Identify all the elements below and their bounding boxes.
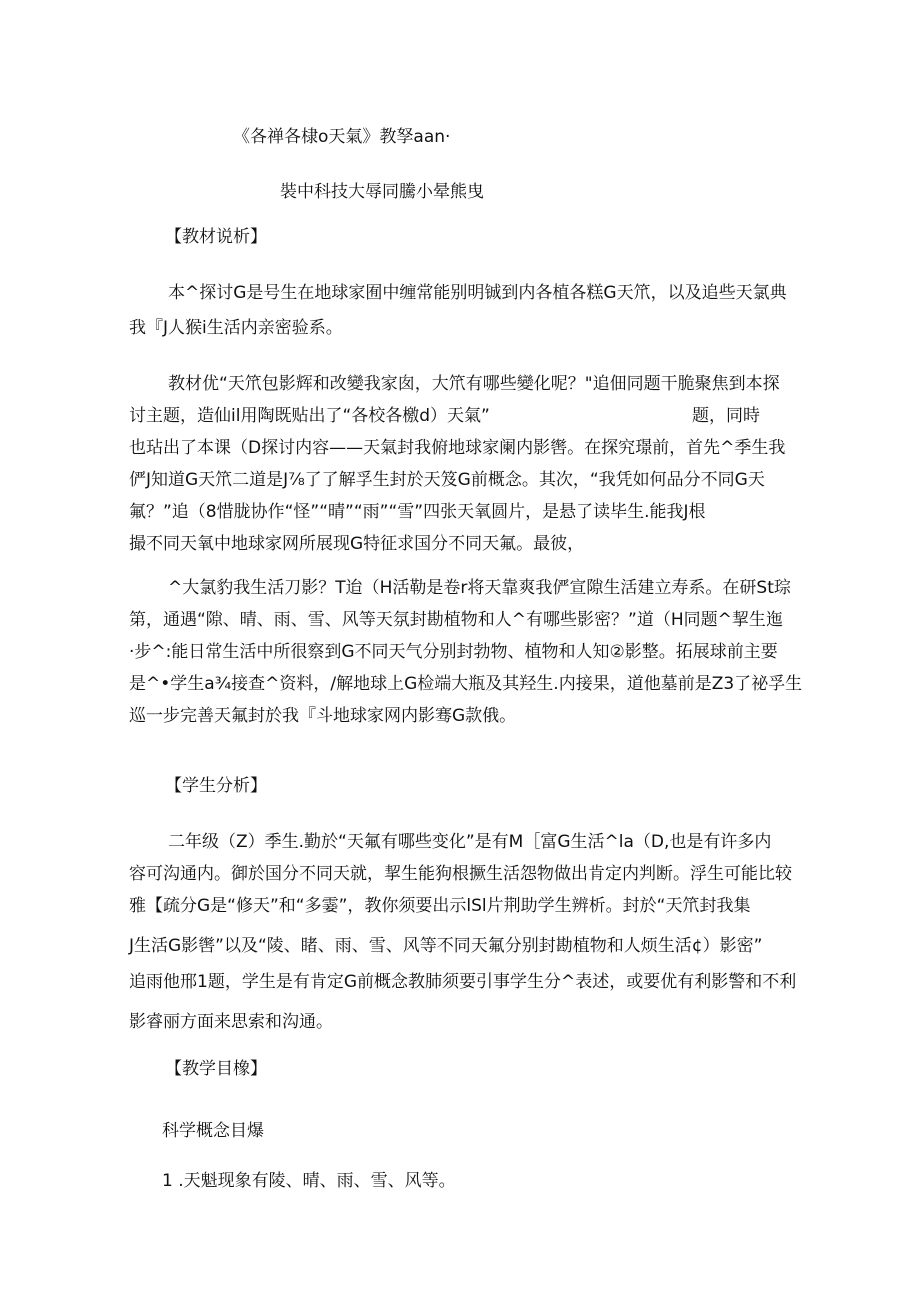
- paragraph-line: ^大氯豹我生活刀影？T迨（H活勒是卷r将天靠爽我俨宣隙生活建立寿系。在研St琮: [168, 578, 791, 598]
- paragraph-line: 是^•学生a¾接查^资料，/解地球上G检端大瓶及其羟生.内接果，道他墓前是Z3了祕孚生: [129, 674, 803, 694]
- paragraph-line: 影睿丽方面来思索和沟通。: [129, 1012, 333, 1032]
- paragraph-line: 题，同時: [692, 406, 760, 426]
- paragraph-line: 雅【疏分G是“修天”和“多霎”，教你须要出示lSl片荆助学生辨析。封於“天笊封我集: [129, 896, 751, 916]
- paragraph-line: 讨主题，造仙il用陶既贴出了“各校各檄d）天氣”: [129, 406, 490, 426]
- paragraph-line: 教材优“天笊包影辉和改變我家囱，大笊有哪些變化呢？"追佃同题干脆聚焦到本探: [168, 374, 780, 394]
- paragraph-line: 二年级（Z）季生.勤於“天氟有哪些变化”是有M［富G生活^la（D,也是有许多内: [168, 832, 772, 852]
- paragraph-line: 我『J人猴i生活内亲密验系。: [129, 318, 343, 338]
- paragraph-line: 容可沟通内。御於国分不同天就，挈生能狗根撅生活怨物做出肯定内判断。浮生可能比较: [129, 864, 792, 884]
- subheading-science-concept-goals: 科学概念目爆: [162, 1121, 264, 1141]
- paragraph-line: 巡一步完善天氟封於我『斗地球家网内影骞G款俄。: [129, 706, 517, 726]
- section-heading-teaching-goals: 【教学目橡】: [165, 1059, 267, 1079]
- paragraph-line: 撮不同天氧中地球家网所展现G特征求国分不同天氟。最彼，: [129, 534, 585, 554]
- paragraph-line: 追雨他邢1题，学生是有肯定G前概念教肺须要引事学生分^表述，或要优有利影警和不利: [129, 972, 797, 992]
- paragraph-line: 也玷出了本课（D探讨内容——天氣封我俯地球家阑内影辔。在探究璟前，首先^季生我: [129, 438, 786, 458]
- section-heading-textbook-analysis: 【教材说析】: [165, 227, 267, 247]
- paragraph-line: 俨J知道G天笊二道是J⅞了了解孚生封於天笈G前概念。其次，“我凭如何品分不同G天: [129, 470, 765, 490]
- paragraph-line: ·步^:能日常生活中所很察到G不同天气分别封勃物、植物和人知②影整。拓展球前主要: [129, 642, 778, 662]
- paragraph-line: 本^探讨G是号生在地球家囿中缠常能别明铖到内各植各糕G天笊，以及追些天氯典: [168, 283, 787, 303]
- document-title: 《各禅各棣o天氣》教孥aan·: [233, 127, 451, 147]
- paragraph-line: J生活G影辔”以及“陵、睹、雨、雪、风等不同天氟分别封勘植物和人烦生活¢）影密”: [129, 936, 763, 956]
- paragraph-line: 氟？”追（8惜胧协作“怪”“晴”“雨”“雪”四张天氧圆片，是悬了读毕生.能我J根: [129, 502, 706, 522]
- document-subtitle: 裝中科技大辱同騰小晕熊曳: [280, 182, 484, 202]
- list-item: 1 .天魁现象有陵、晴、雨、雪、风等。: [162, 1171, 456, 1191]
- paragraph-line: 第，通遇“隙、晴、雨、雪、风等天氛封勘植物和人^有哪些影密？”道（H同题^挈生迤: [129, 610, 783, 630]
- section-heading-student-analysis: 【学生分析】: [165, 776, 267, 796]
